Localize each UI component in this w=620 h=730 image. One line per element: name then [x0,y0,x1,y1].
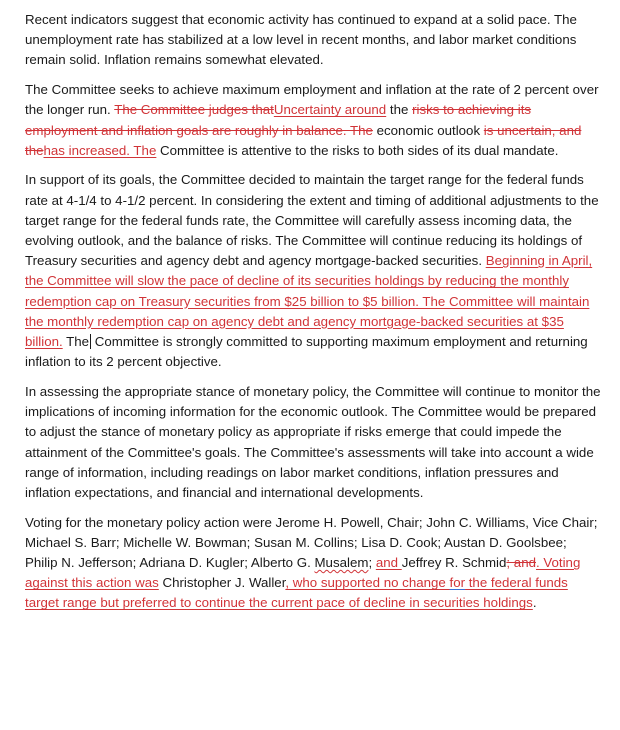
paragraph-assessment [25,382,602,503]
paragraph-voting [25,513,602,614]
text-run: Committee is strongly committed to supporting maximum employment and returning inflation to its 2 percent objective. [25,334,588,370]
text-run: ; [368,555,376,571]
text-run: In support of its goals, the Committee decided to maintain the target range for the federal funds rate at 4-1/4 to 4-1/2 percent. In considering the extent and timing of additional adjustments to the target range for the federal funds rate, the Committee will carefully assess incoming data, the evolving outlook, and the balance of risks. The Committee will continue reducing its holdings of Treasury securities and agency debt and agency mortgage-backed securities. [25,172,599,269]
text-run: Voting for the monetary policy action were Jerome H. Powell, Chair; John C. Williams, Vice Chair; Michael S. Barr; Michelle W. Bowman; Susan M. Collins; Lisa D. Cook; Austan D. Goolsbee; Philip N. Jefferson; Adriana D. Kugler; Alberto G. [25,514,598,571]
tracked-insertion[interactable]: the federal funds target range but preferred to continue the current pace of decline in securities holdings [25,575,568,611]
tracked-deletion[interactable]: The Committee judges that [114,102,274,118]
text-run: Jeffrey R. Schmid [401,555,507,571]
text-run: Recent indicators suggest that economic activity has continued to expand at a solid pace. The unemployment rate has stabilized at a low level in recent months, and labor market conditions remain solid. Inflation remains somewhat elevated. [25,12,577,68]
grammar-flag[interactable]: for [449,575,466,591]
text-run: Committee is attentive to the risks to both sides of its dual mandate. [156,142,559,158]
tracked-deletion[interactable]: risks to achieving its employment and inflation goals are roughly in balance. The [25,102,532,138]
tracked-deletion[interactable]: is uncertain, and the [25,122,582,158]
spelling-flag[interactable]: Musalem [314,555,369,571]
text-run: the [386,102,413,118]
text-run: . [532,595,537,611]
tracked-insertion[interactable]: . Voting against this action was [25,555,581,591]
tracked-insertion[interactable]: Uncertainty around [273,102,387,118]
tracked-insertion[interactable]: has increased. The [43,142,157,158]
tracked-deletion[interactable]: ; and [506,555,536,571]
tracked-insertion[interactable]: and [375,555,402,571]
text-run: Christopher J. Waller [158,575,286,591]
paragraph-policy-decision [25,170,602,372]
text-run: The Committee seeks to achieve maximum employment and inflation at the rate of 2 percent over the longer run. [25,82,599,118]
paragraph-economic-activity [25,10,602,71]
text-run: The [62,334,90,350]
paragraph-objectives [25,80,602,161]
tracked-insertion[interactable]: , who supported no change [285,575,450,591]
text-run: economic outlook [372,122,484,138]
text-run: In assessing the appropriate stance of monetary policy, the Committee will continue to monitor the implications of incoming information for the economic outlook. The Committee would be prepared to adjust the stance of monetary policy as appropriate if risks emerge that could impede the attainment of the Committee's goals. The Committee's assessments will take into account a wide range of information, including readings on labor market conditions, inflation pressures and inflation expectations, and financial and international developments. [25,383,601,500]
tracked-insertion[interactable]: Beginning in April, the Committee will slow the pace of decline of its securities holdings by reducing the monthly redemption cap on Treasury securities from $25 billion to $5 billion. The Committee will maintain the monthly redemption cap on agency debt and agency mortgage-backed securities at $35 billion. [25,253,593,350]
